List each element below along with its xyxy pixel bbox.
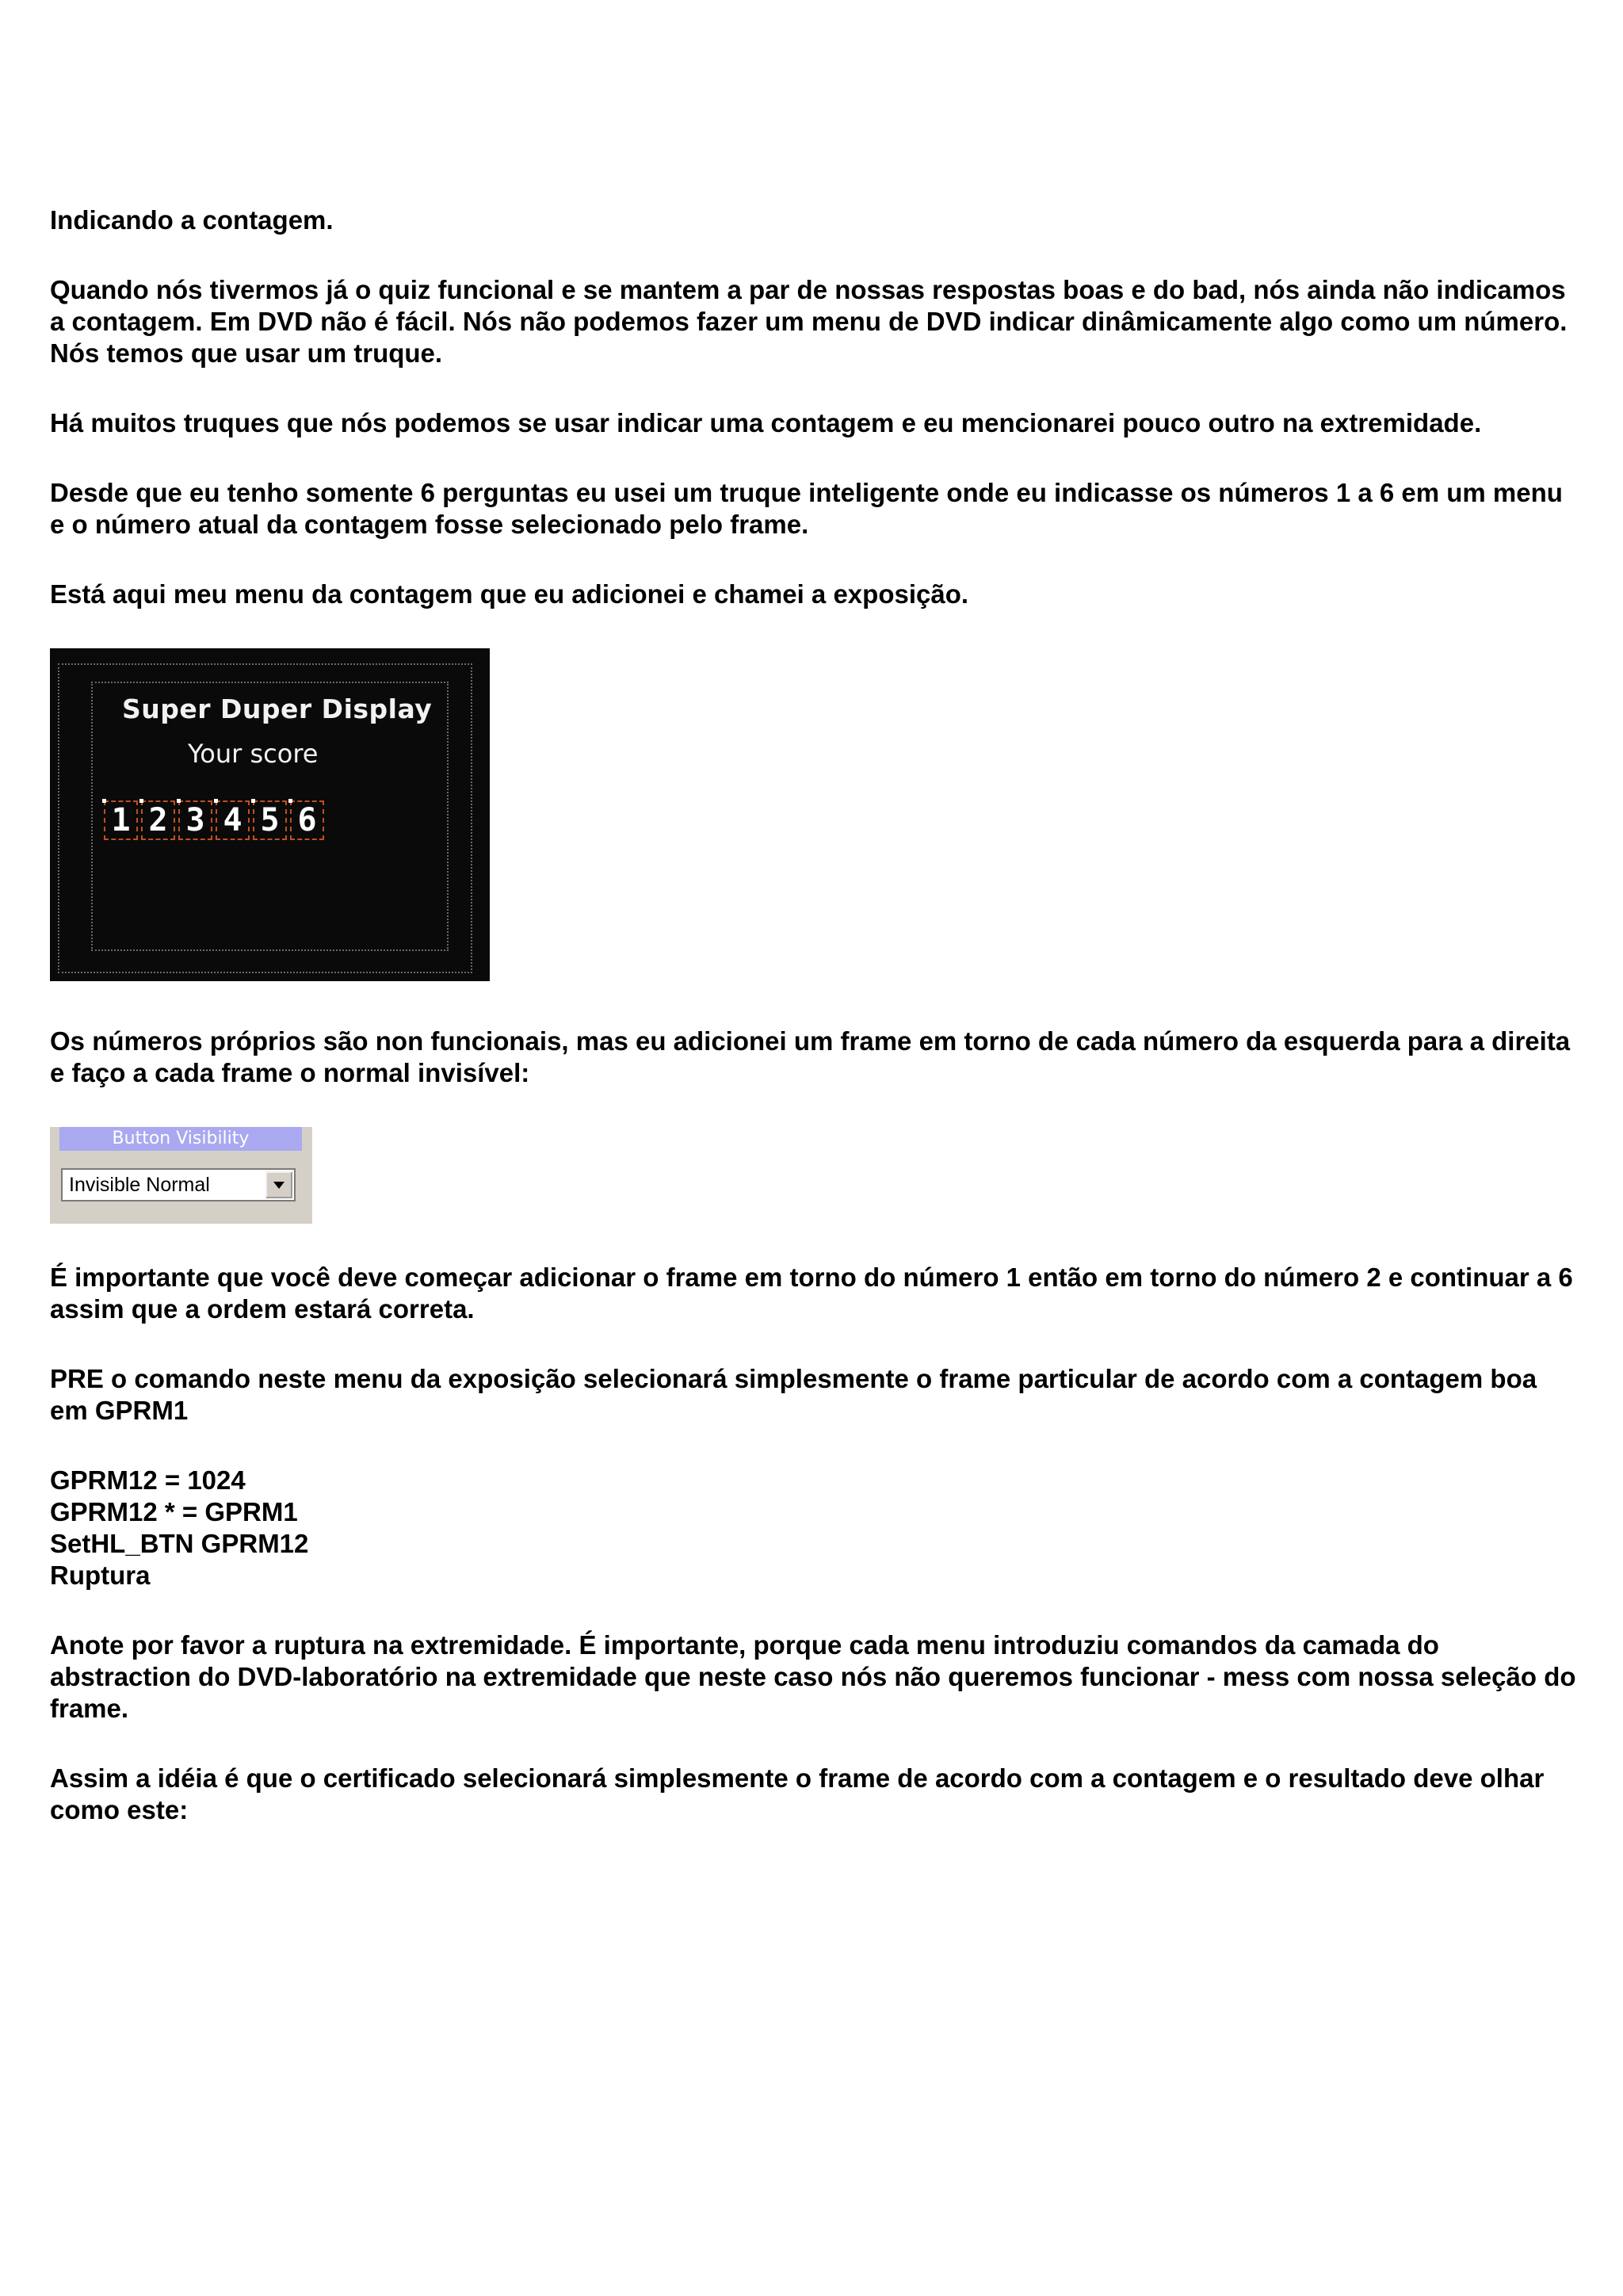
score-digit-1: 1 [104, 800, 138, 840]
paragraph-6: É importante que você deve começar adicionar o frame em torno do número 1 então em torno do número 2 e continuar a 6 assim que a ordem estará correta. [50, 1263, 1573, 1324]
score-digit-6: 6 [290, 800, 324, 840]
paragraph-5: Os números próprios são non funcionais, mas eu adicionei um frame em torno de cada número da esquerda para a direita e faço a cada frame o normal invisível: [50, 1026, 1571, 1087]
code-line-1: GPRM12 = 1024 [50, 1465, 246, 1495]
paragraph-1: Quando nós tivermos já o quiz funcional e se mantem a par de nossas respostas boas e do bad, nós ainda não indicamos a contagem. Em DVD não é fácil. Nós não podemos fazer um menu de DVD indicar dinâmicamente algo como um número. Nós temos que usar um truque. [50, 275, 1568, 368]
code-line-4: Ruptura [50, 1561, 151, 1590]
chevron-down-icon[interactable] [265, 1171, 292, 1198]
button-visibility-header: Button Visibility [59, 1127, 302, 1151]
score-digit-5: 5 [253, 800, 287, 840]
paragraph-2: Há muitos truques que nós podemos se usar indicar uma contagem e eu mencionarei pouco outro na extremidade. [50, 408, 1482, 437]
score-digits [104, 800, 324, 840]
button-visibility-panel [50, 1127, 312, 1224]
paragraph-8: Anote por favor a ruptura na extremidade. É importante, porque cada menu introduziu comandos da camada do abstraction do DVD-laboratório na extremidade que neste caso nós não queremos funcionar - mess com nossa seleção do frame. [50, 1630, 1576, 1723]
button-visibility-value: Invisible Normal [69, 1174, 210, 1196]
dvd-menu-subtitle: Your score [188, 739, 319, 769]
paragraph-7: PRE o comando neste menu da exposição selecionará simplesmente o frame particular de acordo com a contagem boa em GPRM1 [50, 1364, 1537, 1425]
score-digit-3: 3 [178, 800, 212, 840]
dvd-menu-screenshot [50, 648, 490, 981]
code-line-3: SetHL_BTN GPRM12 [50, 1529, 309, 1558]
button-visibility-select[interactable] [61, 1168, 296, 1201]
paragraph-4: Está aqui meu menu da contagem que eu adicionei e chamei a exposição. [50, 579, 969, 609]
document-body [50, 204, 1579, 1864]
paragraph-9: Assim a idéia é que o certificado selecionará simplesmente o frame de acordo com a contagem e o resultado deve olhar como este: [50, 1763, 1545, 1824]
score-digit-2: 2 [141, 800, 175, 840]
section-title: Indicando a contagem. [50, 205, 334, 235]
score-digit-4: 4 [216, 800, 250, 840]
paragraph-3: Desde que eu tenho somente 6 perguntas eu usei um truque inteligente onde eu indicasse os números 1 a 6 em um menu e o número atual da contagem fosse selecionado pelo frame. [50, 478, 1563, 539]
code-line-2: GPRM12 * = GPRM1 [50, 1497, 298, 1526]
dvd-menu-title: Super Duper Display [122, 693, 433, 724]
code-block [50, 1465, 1579, 1591]
